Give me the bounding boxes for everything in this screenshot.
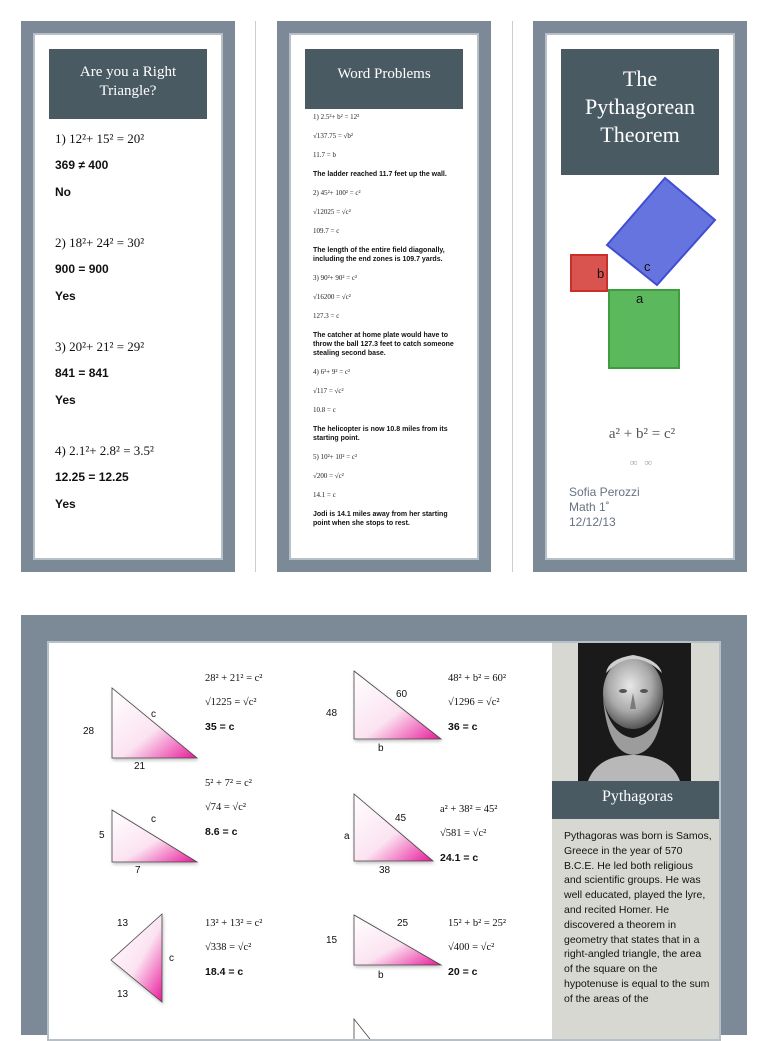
- panel-right-triangle-inner: [33, 33, 223, 560]
- problem-answer: Yes: [55, 289, 76, 303]
- panel-word-problems-inner: [289, 33, 479, 560]
- word-problem-step: 14.1 = c: [313, 491, 336, 499]
- word-problem-step: √200 = √c²: [313, 472, 344, 480]
- tri3-equations: [205, 912, 262, 984]
- word-problem-answer: The length of the entire field diagonally, including the end zones is 109.7 yards.: [313, 247, 445, 263]
- problem-answer: Yes: [55, 497, 76, 511]
- square-c: [607, 178, 715, 285]
- problem-result: 841 = 841: [55, 366, 109, 380]
- word-problem-step: 10.8 = c: [313, 406, 336, 414]
- tri1-side1-label: 28: [83, 726, 95, 737]
- triangle-1: [112, 688, 197, 758]
- problem-equation: 3) 20²+ 21² = 29²: [55, 339, 145, 354]
- pythagoras-portrait: [578, 643, 691, 781]
- problem-1: [55, 131, 205, 235]
- panel-right-triangle-title-text: Are you a Right Triangle?: [79, 64, 177, 99]
- pythagoras-bio: Pythagoras was born is Samos, Greece in the year of 570 B.C.E. He led both religious and scientific groups. He was well educated, played the lyre, and recited Homer. He discovered a theorem in geometry that states that in a right-angled triangle, the area of the square on the hypotenuse is equal to the sum of the areas of the: [564, 830, 712, 1005]
- fold-line-1: [255, 21, 256, 572]
- word-problem-step: 4) 6²+ 9² = c²: [313, 368, 351, 376]
- author-block: [569, 485, 640, 530]
- eq-result: 35 = c: [205, 721, 235, 733]
- problem-result: 900 = 900: [55, 262, 109, 276]
- eq-line: 15² + b² = 25²: [448, 918, 507, 929]
- word-problem-answer: The ladder reached 11.7 feet up the wall.: [313, 171, 447, 178]
- tri4-side2-label: b: [378, 743, 384, 754]
- eq-line: √338 = √c²: [205, 942, 252, 953]
- cover-title: [561, 49, 719, 175]
- eq-result: 18.4 = c: [205, 966, 244, 978]
- word-problem-step: 109.7 = c: [313, 227, 340, 235]
- square-a: [609, 290, 679, 368]
- word-problem-step: √12025 = √c²: [313, 208, 351, 216]
- word-problems-list: [313, 113, 457, 545]
- eq-result: 36 = c: [448, 721, 478, 733]
- eq-line: √74 = √c²: [205, 802, 247, 813]
- label-a: a: [636, 291, 644, 306]
- pythagorean-diagram: [547, 175, 735, 375]
- problem-2: [55, 235, 205, 339]
- author-date: 12/12/13: [569, 515, 616, 529]
- word-problem-step: 2) 45²+ 100² = c²: [313, 189, 361, 197]
- right-triangle-problems: [55, 131, 205, 547]
- tri6-equations: [448, 912, 506, 984]
- eq-result: 8.6 = c: [205, 826, 238, 838]
- tri3-hyp-label: c: [169, 953, 174, 964]
- pythagoras-sidebar: [552, 643, 721, 1041]
- word-problem-step: 11.7 = b: [313, 151, 336, 159]
- problem-equation: 2) 18²+ 24² = 30²: [55, 235, 145, 250]
- word-problem-answer: Jodi is 14.1 miles away from her starting point when she stops to rest.: [313, 511, 448, 527]
- label-c: c: [644, 259, 651, 274]
- author-class: Math 1˚: [569, 500, 610, 514]
- tri3-side1-label: 13: [117, 918, 129, 929]
- ornament: ∞ ∞: [629, 457, 655, 469]
- fold-line-2: [512, 21, 513, 572]
- tri2-equations: [205, 772, 252, 844]
- tri6-hyp-label: 25: [397, 918, 409, 929]
- tri1-equations: [205, 667, 262, 739]
- eq-line: √400 = √c²: [448, 942, 495, 953]
- eq-line: 48² + b² = 60²: [448, 673, 507, 684]
- tri5-equations: [440, 798, 497, 870]
- tri2-side2-label: 7: [135, 865, 141, 876]
- eq-result: 20 = c: [448, 966, 478, 978]
- panel-triangles-inner: [47, 641, 721, 1041]
- word-problem-step: √16200 = √c²: [313, 293, 351, 301]
- problem-answer: Yes: [55, 393, 76, 407]
- eq-line: √581 = √c²: [440, 828, 487, 839]
- tri5-side1-label: a: [344, 831, 350, 842]
- eq-line: 5² + 7² = c²: [205, 778, 252, 789]
- problem-equation: 1) 12²+ 15² = 20²: [55, 131, 145, 146]
- eq-line: 28² + 21² = c²: [205, 673, 263, 684]
- panel-word-problems-title-text: Word Problems: [337, 66, 431, 82]
- tri4-side1-label: 48: [326, 708, 338, 719]
- word-problem-step: √137.75 = √b²: [313, 132, 353, 140]
- pythagoras-title-bar: [552, 781, 721, 819]
- eq-line: a² + 38² = 45²: [440, 804, 498, 815]
- tri3-side2-label: 13: [117, 989, 129, 1000]
- tri1-hyp-label: c: [151, 709, 156, 720]
- panel-word-problems: [277, 21, 491, 572]
- label-b: b: [597, 266, 605, 281]
- eq-line: 13² + 13² = c²: [205, 918, 263, 929]
- tri5-side2-label: 38: [379, 865, 391, 876]
- word-problem-answer: The helicopter is now 10.8 miles from its starting point.: [313, 426, 448, 442]
- problem-answer: No: [55, 185, 71, 199]
- triangle-4: [354, 671, 441, 739]
- word-problem-step: √117 = √c²: [313, 387, 344, 395]
- triangle-5: [354, 794, 433, 861]
- eq-line: √1296 = √c²: [448, 697, 500, 708]
- tri5-hyp-label: 45: [395, 813, 407, 824]
- tri2-side1-label: 5: [99, 830, 105, 841]
- word-problem-step: 127.3 = c: [313, 312, 340, 320]
- triangle-7-partial: [354, 1019, 389, 1041]
- bust-image: [578, 643, 691, 781]
- problem-equation: 4) 2.1²+ 2.8² = 3.5²: [55, 443, 154, 458]
- eq-line: √1225 = √c²: [205, 697, 257, 708]
- tri4-hyp-label: 60: [396, 689, 408, 700]
- word-problem-step: 5) 10²+ 10² = c²: [313, 453, 358, 461]
- panel-right-triangle-title: [49, 49, 207, 119]
- author-name: Sofia Perozzi: [569, 485, 640, 499]
- problem-result: 369 ≠ 400: [55, 158, 109, 172]
- pythagoras-title: Pythagoras: [601, 788, 674, 805]
- panel-cover-inner: [545, 33, 735, 560]
- tri1-side2-label: 21: [134, 761, 146, 772]
- cover-title-text: The Pythagorean Theorem: [585, 66, 695, 147]
- eq-result: 24.1 = c: [440, 852, 479, 864]
- panel-right-triangle: [21, 21, 235, 572]
- panel-cover: [533, 21, 747, 572]
- tri6-side1-label: 15: [326, 935, 338, 946]
- tri6-side2-label: b: [378, 970, 384, 981]
- problem-3: [55, 339, 205, 443]
- panel-word-problems-title: [305, 49, 463, 109]
- problem-result: 12.25 = 12.25: [55, 470, 129, 484]
- tri4-equations: [448, 667, 506, 739]
- word-problem-step: 3) 90²+ 90² = c²: [313, 274, 358, 282]
- formula: a² + b² = c²: [608, 426, 676, 442]
- problem-4: [55, 443, 205, 547]
- word-problem-answer: The catcher at home plate would have to throw the ball 127.3 feet to catch someone stealing second base.: [313, 332, 454, 357]
- tri2-hyp-label: c: [151, 814, 156, 825]
- word-problem-step: 1) 2.5²+ b² = 12²: [313, 113, 360, 121]
- panel-triangles: [21, 615, 747, 1035]
